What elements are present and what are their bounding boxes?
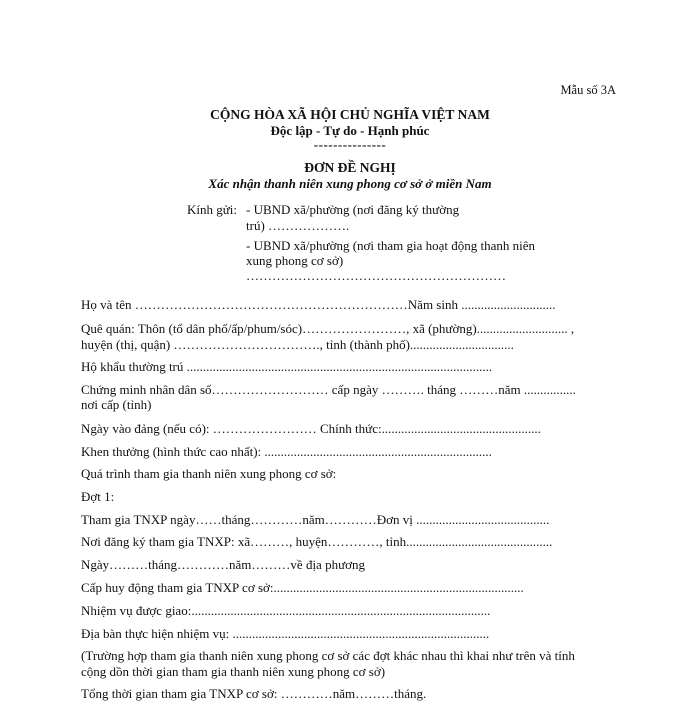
field-register-place: Nơi đăng ký tham gia TNXP: xã………, huyện…………, tỉnh............................................. <box>81 534 553 549</box>
recipient-line: - UBND xã/phường (nơi tham gia hoạt động thanh niên <box>246 238 536 253</box>
national-title: CỘNG HÒA XÃ HỘI CHỦ NGHĨA VIỆT NAM <box>210 107 490 122</box>
note-multiple-rounds-cont: cộng dồn thời gian tham gia thanh niên xung phong cơ sở) <box>81 664 386 679</box>
note-multiple-rounds: (Trường hợp tham gia thanh niên xung phong cơ sở các đợt khác nhau thì khai như trên và tính <box>81 648 575 663</box>
form-number: Mẫu số 3A <box>560 83 616 97</box>
field-awards: Khen thưởng (hình thức cao nhất): ...................................................................... <box>81 444 492 459</box>
field-assigned-task: Nhiệm vụ được giao:............................................................................................ <box>81 603 491 618</box>
header-separator: --------------- <box>313 137 387 152</box>
field-full-name: Họ và tên ………………………………………………………Năm sinh ............................. <box>81 297 556 312</box>
field-id-place: nơi cấp (tỉnh) <box>81 397 152 412</box>
section-round-1: Đợt 1: <box>81 489 115 504</box>
field-task-area: Địa bàn thực hiện nhiệm vụ: ............................................................................... <box>81 626 490 641</box>
recipient-line: - UBND xã/phường (nơi đăng ký thường <box>246 202 460 217</box>
recipient-label: Kính gửi: <box>187 202 238 217</box>
recipient-line: xung phong cơ sở) <box>246 253 344 268</box>
field-total-time: Tổng thời gian tham gia TNXP cơ sở: …………năm………tháng. <box>81 686 427 701</box>
document-subtitle: Xác nhận thanh niên xung phong cơ sở ở miền Nam <box>208 176 492 191</box>
section-process: Quá trình tham gia thanh niên xung phong cơ sở: <box>81 466 337 481</box>
recipient-line: trú) ………………. <box>246 218 350 233</box>
recipient-line: …………………………………………………… <box>246 268 506 283</box>
field-hometown: Quê quán: Thôn (tổ dân phố/ấp/phum/sóc)……………………, xã (phường)............................ , <box>81 321 575 336</box>
field-join-date: Tham gia TNXP ngày……tháng…………năm…………Đơn vị ......................................... <box>81 512 550 527</box>
document-title: ĐƠN ĐỀ NGHỊ <box>304 160 396 175</box>
field-hometown-cont: huyện (thị, quận) ……………………………., tỉnh (thành phố)................................ <box>81 337 514 352</box>
field-party-date: Ngày vào đảng (nếu có): …………………… Chính thức:................................................. <box>81 421 541 436</box>
field-mobilization-level: Cấp huy động tham gia TNXP cơ sở:............................................................................. <box>81 580 524 595</box>
field-return-date: Ngày………tháng…………năm………về địa phương <box>81 557 365 572</box>
field-id-card: Chứng minh nhân dân số……………………… cấp ngày ………. tháng ………năm ................ <box>81 382 576 397</box>
field-permanent-residence: Hộ khẩu thường trú .............................................................................................. <box>81 359 493 374</box>
national-motto: Độc lập - Tự do - Hạnh phúc <box>270 123 430 138</box>
